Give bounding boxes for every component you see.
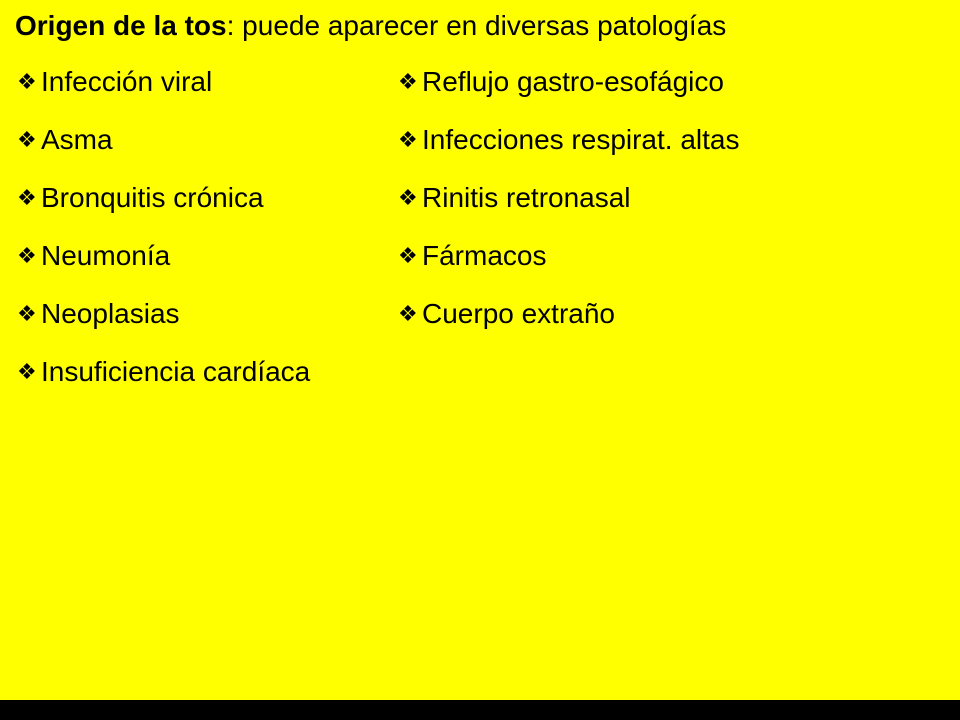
list-item-label: Infección viral [41, 66, 213, 97]
list-item [398, 296, 740, 354]
list-item [398, 122, 740, 180]
right-column-list [398, 64, 740, 354]
list-item [17, 180, 310, 238]
heading-bold-text: Origen de la tos [15, 10, 227, 41]
list-item-label: Infecciones respirat. altas [422, 124, 740, 155]
list-item [398, 180, 740, 238]
four-petal-diamond-icon: ❖ [17, 185, 37, 210]
heading-rest-text: : puede aparecer en diversas patologías [226, 10, 727, 41]
list-item [17, 122, 310, 180]
list-item-label: Reflujo gastro-esofágico [422, 66, 724, 97]
four-petal-diamond-icon: ❖ [398, 301, 418, 326]
four-petal-diamond-icon: ❖ [17, 243, 37, 268]
slide-heading [15, 8, 726, 44]
four-petal-diamond-icon: ❖ [17, 301, 37, 326]
left-column-list [17, 64, 310, 412]
list-item-label: Cuerpo extraño [422, 298, 616, 329]
bottom-band [0, 700, 960, 720]
four-petal-diamond-icon: ❖ [398, 69, 418, 94]
list-item [398, 238, 740, 296]
list-item [17, 296, 310, 354]
list-item [17, 238, 310, 296]
list-item-label: Asma [41, 124, 113, 155]
four-petal-diamond-icon: ❖ [17, 359, 37, 384]
list-item-label: Bronquitis crónica [41, 182, 264, 213]
four-petal-diamond-icon: ❖ [398, 243, 418, 268]
list-item [17, 64, 310, 122]
four-petal-diamond-icon: ❖ [398, 185, 418, 210]
list-item-label: Fármacos [422, 240, 547, 271]
list-item [398, 64, 740, 122]
list-item-label: Neoplasias [41, 298, 180, 329]
list-item-label: Rinitis retronasal [422, 182, 631, 213]
four-petal-diamond-icon: ❖ [398, 127, 418, 152]
list-item [17, 354, 310, 412]
four-petal-diamond-icon: ❖ [17, 69, 37, 94]
list-item-label: Neumonía [41, 240, 171, 271]
list-item-label: Insuficiencia cardíaca [41, 356, 311, 387]
four-petal-diamond-icon: ❖ [17, 127, 37, 152]
